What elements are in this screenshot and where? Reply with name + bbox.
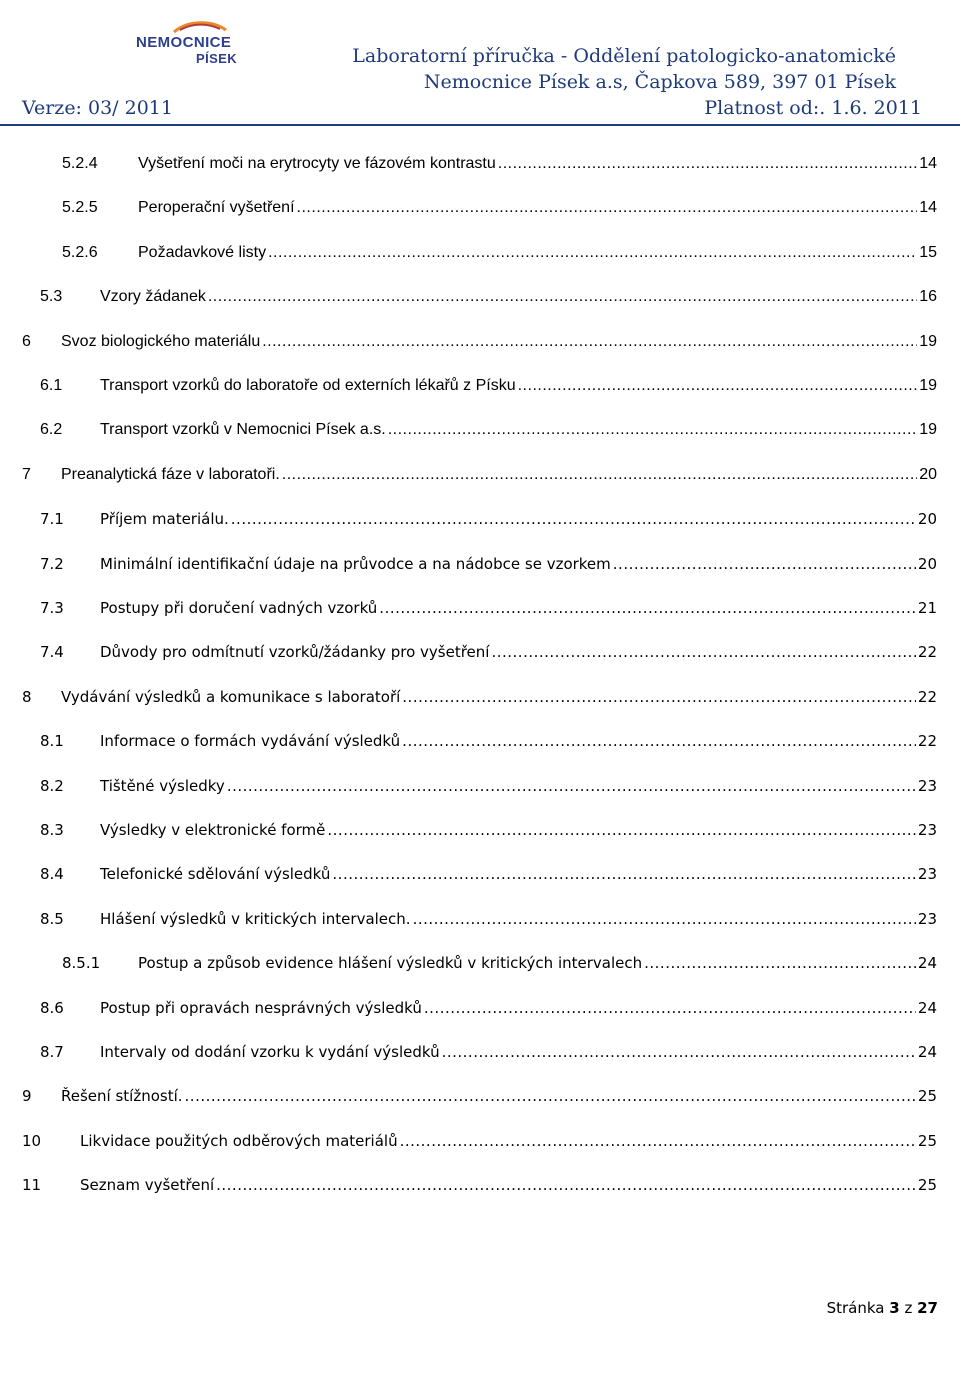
toc-dot-leader	[402, 727, 916, 755]
page-separator: z	[899, 1299, 918, 1317]
toc-entry-page: 16	[919, 288, 937, 306]
toc-entry-title: Vyšetření moči na erytrocyty ve fázovém kontrastu	[138, 155, 496, 172]
toc-dot-leader	[400, 1127, 916, 1155]
toc-entry-title: Hlášení výsledků v kritických intervalech.	[100, 909, 411, 928]
toc-entry-title: Peroperační vyšetření	[138, 199, 295, 217]
toc-dot-leader	[402, 683, 916, 711]
toc-entry-number: 9	[22, 1087, 32, 1106]
toc-entry-title: Požadavkové listy	[138, 243, 267, 261]
toc-entry-page: 25	[917, 1131, 937, 1150]
document-validity: Platnost od:. 1.6. 2011	[704, 97, 922, 119]
logo-text-line1: NEMOCNICE	[136, 34, 232, 51]
logo-text-line2: PÍSEK	[196, 51, 238, 66]
toc-entry[interactable]	[62, 949, 937, 977]
toc-dot-leader	[442, 1038, 916, 1066]
toc-entry[interactable]	[62, 239, 937, 267]
toc-entry[interactable]	[40, 594, 937, 622]
toc-entry[interactable]	[22, 461, 937, 489]
toc-dot-leader	[185, 1082, 916, 1110]
toc-dot-leader	[518, 372, 918, 400]
toc-dot-leader	[268, 239, 917, 267]
toc-entry-title: Řešení stížností.	[61, 1087, 183, 1106]
toc-entry-title: Postupy při doručení vadných vzorků	[100, 599, 378, 617]
toc-entry-title: Tištěné výsledky	[100, 776, 225, 795]
toc-entry-page: 19	[919, 332, 937, 350]
toc-entry-page: 25	[917, 1087, 937, 1106]
toc-entry-page: 23	[917, 865, 937, 884]
toc-entry-title: Vydávání výsledků a komunikace s laboratoří	[61, 687, 401, 706]
toc-entry-number: 7.4	[40, 643, 64, 662]
toc-entry[interactable]	[40, 860, 937, 888]
toc-entry-title: Vzory žádanek	[100, 288, 206, 306]
toc-entry[interactable]	[22, 328, 937, 356]
toc-entry-number: 8.2	[40, 776, 64, 795]
toc-entry-page: 20	[917, 554, 937, 573]
toc-entry-title: Seznam vyšetření	[80, 1176, 215, 1195]
toc-dot-leader	[216, 1171, 916, 1199]
toc-dot-leader	[282, 461, 917, 489]
toc-entry-number: 8.4	[40, 865, 64, 884]
toc-dot-leader	[231, 505, 916, 533]
toc-entry-page: 22	[917, 687, 937, 706]
toc-entry[interactable]	[40, 638, 937, 666]
toc-entry-page: 20	[919, 465, 937, 483]
current-page-number: 3	[889, 1299, 900, 1317]
toc-entry-page: 14	[919, 155, 937, 172]
toc-dot-leader	[498, 150, 917, 178]
toc-entry-number: 7.3	[40, 599, 64, 617]
toc-entry-title: Informace o formách vydávání výsledků	[100, 732, 401, 751]
toc-dot-leader	[644, 949, 916, 977]
toc-entry[interactable]	[22, 1082, 937, 1110]
toc-entry-page: 19	[919, 377, 937, 394]
toc-entry-number: 6.2	[40, 421, 63, 439]
toc-entry-number: 8.6	[40, 998, 64, 1017]
toc-dot-leader	[332, 860, 916, 888]
page-label: Stránka	[826, 1299, 890, 1317]
toc-entry-page: 15	[919, 243, 937, 261]
toc-entry[interactable]	[40, 416, 937, 444]
toc-entry[interactable]	[40, 550, 937, 578]
toc-entry-title: Likvidace použitých odběrových materiálů	[80, 1131, 398, 1150]
toc-dot-leader	[297, 194, 918, 222]
toc-entry-number: 7.2	[40, 554, 64, 573]
toc-entry-page: 23	[917, 776, 937, 795]
toc-entry-number: 5.2.4	[62, 155, 98, 172]
toc-entry-page: 22	[917, 643, 937, 662]
toc-dot-leader	[227, 772, 916, 800]
toc-entry[interactable]	[40, 1038, 937, 1066]
toc-entry[interactable]	[40, 372, 937, 400]
toc-entry-number: 8.7	[40, 1043, 64, 1061]
toc-entry[interactable]	[40, 816, 937, 844]
document-title: Laboratorní příručka - Oddělení patologicko-anatomické	[352, 45, 896, 67]
toc-entry[interactable]	[40, 905, 937, 933]
toc-entry[interactable]	[40, 505, 937, 533]
toc-entry-page: 21	[917, 599, 937, 617]
toc-dot-leader	[327, 816, 916, 844]
toc-entry[interactable]	[62, 194, 937, 222]
toc-dot-leader	[379, 594, 916, 622]
toc-entry-page: 23	[917, 909, 937, 928]
toc-dot-leader	[388, 416, 917, 444]
toc-entry-page: 14	[919, 199, 937, 217]
toc-dot-leader	[413, 905, 916, 933]
toc-dot-leader	[613, 550, 916, 578]
toc-entry[interactable]	[62, 150, 937, 178]
total-page-count: 27	[917, 1299, 938, 1317]
toc-entry[interactable]	[40, 994, 937, 1022]
toc-dot-leader	[262, 328, 917, 356]
toc-entry[interactable]	[22, 1171, 937, 1199]
toc-entry-page: 23	[917, 821, 937, 839]
toc-entry-page: 22	[917, 732, 937, 751]
toc-entry-title: Příjem materiálu.	[100, 510, 229, 529]
hospital-address: Nemocnice Písek a.s, Čapkova 589, 397 01 Písek	[423, 71, 896, 93]
toc-entry-number: 8.5.1	[62, 954, 101, 973]
toc-entry-title: Výsledky v elektronické formě	[100, 821, 326, 839]
toc-entry-title: Svoz biologického materiálu	[61, 332, 261, 350]
toc-entry-title: Preanalytická fáze v laboratoři.	[61, 465, 280, 483]
page-footer	[827, 1299, 938, 1317]
page-header	[0, 0, 960, 126]
toc-dot-leader	[208, 283, 917, 311]
toc-entry-number: 8.3	[40, 821, 64, 839]
toc-entry-title: Důvody pro odmítnutí vzorků/žádanky pro vyšetření	[100, 643, 490, 662]
toc-entry-title: Postup při opravách nesprávných výsledků	[100, 998, 422, 1017]
toc-entry[interactable]	[22, 683, 937, 711]
toc-entry-page: 24	[917, 1043, 937, 1061]
document-version: Verze: 03/ 2011	[22, 97, 173, 119]
toc-entry-number: 6.1	[40, 377, 63, 394]
toc-entry-page: 25	[917, 1176, 937, 1195]
toc-entry-number: 7.1	[40, 510, 64, 529]
toc-entry-number: 8	[22, 687, 32, 706]
toc-entry-title: Minimální identifikační údaje na průvodce a na nádobce se vzorkem	[100, 554, 611, 573]
toc-entry-number: 11	[22, 1176, 42, 1195]
toc-entry-page: 24	[917, 954, 937, 973]
toc-entry-title: Transport vzorků v Nemocnici Písek a.s.	[100, 421, 386, 439]
toc-entry-page: 20	[917, 510, 937, 529]
toc-entry-number: 5.2.5	[62, 199, 98, 217]
toc-entry[interactable]	[40, 727, 937, 755]
toc-entry-title: Intervaly od dodání vzorku k vydání výsledků	[100, 1043, 440, 1061]
toc-entry-number: 5.2.6	[62, 243, 98, 261]
toc-entry-number: 7	[22, 465, 31, 483]
toc-entry-page: 19	[919, 421, 937, 439]
header-divider	[0, 124, 960, 126]
toc-entry-number: 8.5	[40, 909, 64, 928]
toc-entry-title: Postup a způsob evidence hlášení výsledků v kritických intervalech	[138, 954, 643, 973]
toc-entry-number: 6	[22, 332, 31, 350]
toc-entry-number: 10	[22, 1131, 42, 1150]
toc-entry[interactable]	[40, 283, 937, 311]
hospital-logo	[128, 18, 258, 70]
toc-dot-leader	[424, 994, 916, 1022]
toc-dot-leader	[491, 638, 915, 666]
toc-entry[interactable]	[40, 772, 937, 800]
toc-entry-title: Transport vzorků do laboratoře od externích lékařů z Písku	[100, 377, 516, 394]
toc-entry-number: 5.3	[40, 288, 63, 306]
toc-entry-number: 8.1	[40, 732, 64, 751]
toc-entry-page: 24	[917, 998, 937, 1017]
toc-entry[interactable]	[22, 1127, 937, 1155]
toc-entry-title: Telefonické sdělování výsledků	[100, 865, 331, 884]
